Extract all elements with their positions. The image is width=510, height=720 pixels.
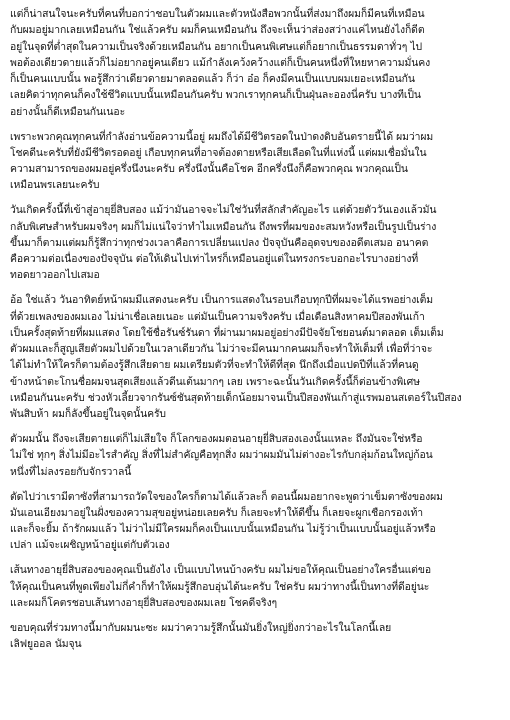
text-line: พันสิบห้า ผมก็ลังขึ้นอยู่ในจุดนั้นครับ — [10, 408, 166, 421]
text-line: เป็นครั้งสุดท้ายที่ผมแสดง โดยใช้ชื่อรันซ์รันดา ที่ผ่านมาผมอยู่อย่างมีปัจจัยโชยอนต์มาตลอด เต็มเต็ม — [10, 326, 444, 339]
text-line: ไม่ใช่ ทุกๆ สิ่งไม่มีอะไรสำคัญ สิ่งที่ไม่สำคัญคือทุกสิ่ง ผมว่าผมมันไม่ต่างอะไรกับกลุ่มก้อนใหญ่ก้อน — [10, 449, 433, 462]
text-line: เหมือนพรเลยนะครับ — [10, 179, 100, 192]
text-line: คือความต่อเนื่องของปัจจุบัน ต่อให้เดินไปเท่าไหร่ก็เหมือนอยู่แต่ในทรงกระบอกอะไรบางอย่างที่ — [10, 253, 419, 266]
text-line: ตัวผมและก็สูญเสียตัวผมไปด้วยในเวลาเดียวกัน ไม่ว่าจะมีคนมากคนผมก็จะทำให้เต็มที่ เพื่อที่ว่าจะ — [10, 343, 433, 356]
text-line: เพราะพวกคุณทุกคนที่กำลังอ่านข้อความนี้อยู่ ผมถึงได้มีชีวิตรอดในป่าดงดิบอันตรายนี้ได้ ผมว่าผม — [10, 130, 434, 143]
text-line: ก็เป็นคนแบบนั้น พอรู้สึกว่าเดียวดายมาตลอดแล้ว ก็ว่า อ๋อ ก็คงมีคนเป็นแบบผมเยอะเหมือนกัน — [10, 73, 415, 86]
closing-paragraph — [10, 620, 500, 653]
text-line: กับผมอยู่มากเลยเหมือนกัน ใช่แล้วครับ ผมก็คนเหมือนกัน ถึงจะเห็นว่าส่องสว่างแค่ไหนยังไงก็ดีต — [10, 24, 425, 37]
text-line: โชคดีนะครับที่ยังมีชีวิตรอดอยู่ เกือบทุกคนที่อาจต้องตายหรือเสียเลือดในที่แห่งนี้ แต่ผมเชื่อมั่นใน — [10, 146, 427, 159]
text-line: ให้คุณเป็นคนที่พูดเพียงไม่กี่คำก็ทำให้ผมรู้สึกอบอุ่นได้นะครับ ใช่ครับ ผมว่าทางนี้เป็นทางที่ดีอยู่นะ — [10, 580, 430, 593]
text-line: ความสามารถของผมอยู่ครึ่งนึงนะครับ ครึ่งนึงนั้นคือโชค อีกครึ่งนึงก็คือพวกคุณ พวกคุณเป็น — [10, 163, 408, 176]
text-line: เหมือนกันนะครับ ช่วงหัวเลี้ยวจากรันซ์ชันสุดท้ายเด็กน้อยมาจนเป็นปีสองพันเก้าสู่แรพมอนสเตอร์ในปีสอง — [10, 392, 462, 405]
text-line: เปล่า แม้จะเผชิญหน้าอยู่แต่กับตัวเอง — [10, 539, 170, 552]
paragraph-1 — [10, 6, 500, 120]
text-line: เส้นทางอายุยี่สิบสองของคุณเป็นยังไง เป็นแบบไหนบ้างครับ ผมไม่ขอให้คุณเป็นอย่างใครอื่นแต่ขอ — [10, 564, 431, 577]
text-line: ตัวผมนั้น ถึงจะเสียตายแต่ก็ไม่เสียใจ ก็โลกของผมตอนอายุยี่สิบสองเองนั้นแหละ ถึงมันจะใช่หรือ — [10, 433, 423, 446]
paragraph-6 — [10, 489, 500, 554]
text-line: แต่ก็น่าสนใจนะครับที่คนที่บอกว่าชอบในตัวผมและตัวหนังสือพวกนั้นที่ส่งมาถึงผมก็มีคนที่เหมือน — [10, 8, 425, 20]
text-line: พอต้องเดียวดายแล้วก็ไม่อยากอยู่คนเดียว แม้กำลังเคว้งคว้างแต่ก็เป็นคนหนึ่งที่ใหยหาความมั่นคง — [10, 56, 431, 69]
paragraph-4 — [10, 292, 500, 422]
text-line: ตัดไปว่าเรามีตาซังที่สามารถวัดใจของใครก็ตามได้แล้วละก็ ตอนนี้ผมอยากจะพูดว่าเข็มตาซังของผม — [10, 490, 443, 503]
text-line: กลับพิเศษสำหรับผมจริงๆ ผมก็ไม่แน่ใจว่าทำไมเหมือนกัน ถึงพรที่ผมของะสมหวังหรือเป็นรูปเป็นร่าง — [10, 220, 437, 233]
text-line: ทอดยาวออกไปเสมอ — [10, 269, 100, 282]
text-line: ที่ด้วยเพลงของผมเอง ไม่น่าเชื่อเลยเนอะ แต่มันเป็นความจริงครับ เมื่อเดือนสิงหาคมปีสองพันเก้า — [10, 310, 425, 323]
signature-line: เลิฟยูออล นัมจุน — [10, 637, 82, 650]
text-line: อยู่ในจุดที่ต่ำสุดในความเป็นจริงด้วยเหมือนกัน อยากเป็นคนพิเศษแต่ก็อยากเป็นธรรมดาทั่วๆ ไป — [10, 40, 423, 53]
paragraph-2 — [10, 129, 500, 194]
text-line: เลยคิดว่าทุกคนก็คงใช้ชีวิตแบบนั้นเหมือนกันครับ พวกเราทุกคนก็เป็นฝุ่นละอองนี่ครับ บางทีเป็น — [10, 89, 421, 102]
text-line: ขอบคุณที่ร่วมทางนี้มากับผมนะซะ ผมว่าความรู้สึกนั้นมันยิ่งใหญ่ยิ่งกว่าอะไรในโลกนี้เลย — [10, 621, 392, 634]
text-line: หนึ่งที่ไม่ลงรอยกับจักรวาลนี้ — [10, 465, 132, 478]
text-line: ข้างหน้าตะโกนชื่อผมจนสุดเสียงแล้วดีนเต้นมากๆ เลย เพราะฉะนั้นวันเกิดครั้งนี้ก็ต่อนข้างพิเศษ — [10, 375, 420, 388]
text-line: และผมก็โคตรชอบเส้นทางอายุยี่สิบสองของผมเลย โชคดีจริงๆ — [10, 596, 278, 609]
text-line: มันเอนเอียงมาอยู่ในฝั่งของความสุขอยู่หน่อยเลยครับ ก็เลยจะทำให้ดีขึ้น ก็เลยจะผูกเชือกรองเท้า — [10, 506, 423, 519]
text-line: อย่างนั้นก็ดีเหมือนกันเนอะ — [10, 105, 126, 118]
paragraph-7 — [10, 562, 500, 611]
text-line: วันเกิดครั้งนี้ที่เข้าสู่อายุยี่สิบสอง แม้ว่ามันอาจจะไม่ใช่วันที่สลักสำคัญอะไร แต่ด้วยตัววันเองแล้วมัน — [10, 204, 437, 217]
paragraph-5 — [10, 431, 500, 480]
text-line: ขึ้นมาก็ตามแต่ผมก็รู้สึกว่าทุกช่วงเวลาคือการเปลี่ยนแปลง ปัจจุบันคืออุดจบของอดีตเสมอ อนาคต — [10, 236, 429, 249]
paragraph-3 — [10, 202, 500, 283]
text-line: อ้อ ใช่แล้ว วันอาทิตย์หน้าผมมีแสดงนะครับ เป็นการแสดงในรอบเกือบทุกปีที่ผมจะได้แรพอย่างเต็ม — [10, 294, 434, 307]
text-line: ได้ไม่ทำให้ใครก็ตามต้องรู้สึกเสียดาย ผมเตรียมตัวที่จะทำให้ดีที่สุด นึกถึงเมื่อแปดปีที่แล้วที่คนดู — [10, 359, 419, 372]
text-line: และก็จะยิ้ม ถ้ารักผมแล้ว ไม่ว่าไม่มีใครผมก็คงเป็นแบบนั้นเหมือนกัน ไม่รู้ว่าเป็นแบบนั้นอยู่แล้วหรือ — [10, 523, 436, 536]
